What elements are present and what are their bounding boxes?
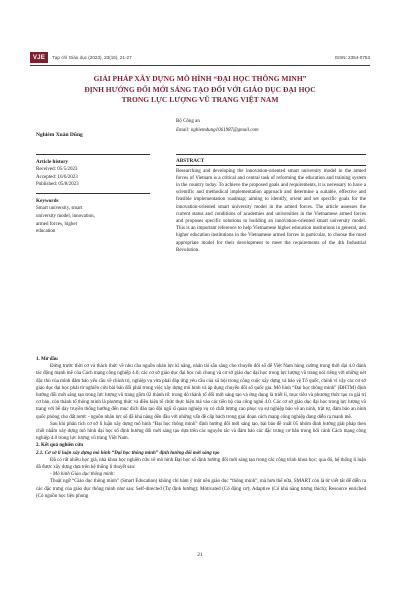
received-date: Received: 05/5/2023 — [36, 166, 78, 172]
title-line: ĐỊNH HƯỚNG ĐỔI MỚI SÁNG TẠO ĐỐI VỚI GIÁO DỤC ĐẠI HỌC — [84, 84, 316, 94]
subsection-heading: 2.1. Cơ sở lí luận xây dựng mô hình “Đại học thông minh” định hướng đổi mới sáng tạo — [36, 450, 220, 456]
keyword-line: education — [36, 229, 56, 235]
section-heading: 1. Mở đầu — [36, 357, 58, 362]
abstract-text: Researching and developing the innovation-oriented smart university model in the armed forces of Vietnam is a critical and central task of reforming the education and training system in the country today. To achieve the proposed goals and requirements, it is necessary to have a scientific and methodical implementation approach and determine a suitable, effective and feasible implementation roadmap; aiming to identify, orient and set specific goals for the innovation-oriented smart university model in the armed forces. The article assesses the current status and conditions of academies and universities in the Vietnamese armed forces and proposes specific solutions to building an innovation-oriented smart university model. This is an important reference to help Vietnamese higher education institutions in general, and higher education institutions in the Vietnamese armed forces in particular, to choose the most appropriate model for their development to meet the requirements of the 4th Industrial Revolution. — [176, 168, 366, 253]
header-rule — [30, 65, 370, 66]
paragraph: Đã có rất nhiều học giả, nhà khoa học nghiên cứu về mô hình Đại học số định hướng đổi mới sáng tạo trong các công trình khoa học; qua đó, hệ thống lí luận đã được xây dựng dựa trên hệ thống lí thuyết sau: — [36, 457, 366, 471]
abstract-column — [176, 154, 366, 254]
paragraph: Thuật ngữ “Giáo dục thông minh” (Smart Education) không chỉ hàm ý một nền giáo dục “thông minh”, mà hơn thế nữa, SMART còn là từ viết tắt để diễn ra các đặc trưng của giáo dục thông minh như sau: Self-directed (Tự định hướng); Motivated (Có động cơ); Adaptive (Có khả năng tương thích); Resource enriched (Có nguồn học liệu phong — [36, 479, 366, 499]
paragraph: Đứng trước thời cơ và thách thức về nhu cầu nguồn nhân lực kĩ năng, nhân tài sẵn sàng cho chuyển đổi số để Việt Nam hùng cường trong thời đại 4.0 đánh tác động mạnh mẽ của Cách mạng công nghiệp 4.0; các cơ sở giáo dục đại học nói chung và cơ sở giáo dục đại học trong lực lượng vũ trang nói riêng với những nét đặc thù của mình đảm bảo yếu cầu về chính trị, nghiệp vụ vừa phải đáp ứng yêu cầu của xã hội trong công cuộc xây dựng và bảo vệ Tổ quốc, chính vì vậy các cơ sở giáo dục đại học phải từ nghiên cứu bài bản đổi phải trong việc xây dựng mô hình và áp dụng chuyển đổi số quốc gia. Mô hình “Đại học thông minh” (ĐHTM) định hướng đổi mới sáng tạo trong lực lượng vũ trang gồm 02 thành tố: trong đó thành tố đổi mới sáng tạo và ứng dụng là triết lí, mục tiêu và phương thức tạo ra giá trị cơ bản, còn thành tố thông minh là phương thức và điều kiện tổ chức thực hiện mà vào các tiền bộ của công nghệ 4.0. Các cơ sở giáo dục đại học trong lực lượng vũ trang với bề dày truyền thống hướng đến mục đích đào tạo đội ngũ sĩ quan nghiệp vụ có chất lượng cao phục vụ sự nghiệp bảo vệ an ninh, trật tự, đảm bảo an ninh quốc phòng cho đất nước - nguồn nhân lực số đã khá năng đến đầu với những vấn đề cấp bách trong giai đoạn cách mạng công nghiệp đang diễn ra mạnh mẽ. — [36, 364, 366, 420]
abstract-heading-rule — [176, 165, 366, 166]
issn: ISSN: 2354-0753 — [334, 55, 370, 60]
author-affiliation-block — [176, 118, 259, 135]
info-mid-rule — [36, 193, 150, 194]
author-name: Nghiêm Xuân Dũng — [36, 132, 83, 138]
journal-header — [30, 52, 370, 64]
abstract-heading: ABSTRACT — [176, 157, 205, 164]
article-info-column — [36, 154, 150, 236]
article-title — [40, 74, 360, 106]
article-history-dates — [36, 166, 150, 189]
page-number: 21 — [197, 552, 203, 558]
info-top-rule — [36, 154, 150, 155]
keywords-list — [36, 205, 150, 236]
journal-info: Tạp chí Giáo dục (2023), 23(15), 21-27 — [52, 55, 132, 60]
title-line: TRONG LỰC LƯỢNG VŨ TRANG VIỆT NAM — [121, 95, 279, 104]
keywords-heading: Keywords — [36, 197, 59, 204]
keyword-line: Smart university, smart — [36, 205, 83, 211]
title-line: GIẢI PHÁP XÂY DỰNG MÔ HÌNH “ĐẠI HỌC THÔNG MINH” — [93, 74, 307, 83]
section-heading: 2. Kết quả nghiên cứu — [36, 443, 84, 449]
author-email: Email: nghiemdung1061987@gmail.com — [176, 127, 259, 133]
paragraph: Sau khi phân tích cơ sở lí luận xây dựng mô hình “Đại học thông minh” định hướng đổi mới sáng tạo, bài báo đề xuất 05 nhóm định hướng giải pháp then chốt nhằm xây dựng mô hình đại học số định hướng đổi mới sáng tạo dựa trên các nguyên tắc và đảm bảo các đặc trưng cơ bản trong bối cảnh Cách mạng công nghiệp 4.0 trong lực lượng vũ trang Việt Nam. — [36, 421, 366, 442]
article-body — [36, 356, 366, 500]
published-date: Published: 05/8/2023 — [36, 182, 79, 188]
article-history-heading: Article history — [36, 158, 69, 165]
accepted-date: Accepted: 16/6/2023 — [36, 174, 78, 180]
list-item: - Mô hình Giáo dục thông minh: — [50, 472, 115, 478]
keyword-line: university model, innovation, — [36, 213, 95, 219]
keyword-line: armed forces, higher — [36, 221, 78, 227]
affiliation: Bộ Công an — [176, 119, 200, 124]
journal-logo: VJE — [30, 52, 48, 63]
abstract-top-rule — [176, 154, 366, 155]
